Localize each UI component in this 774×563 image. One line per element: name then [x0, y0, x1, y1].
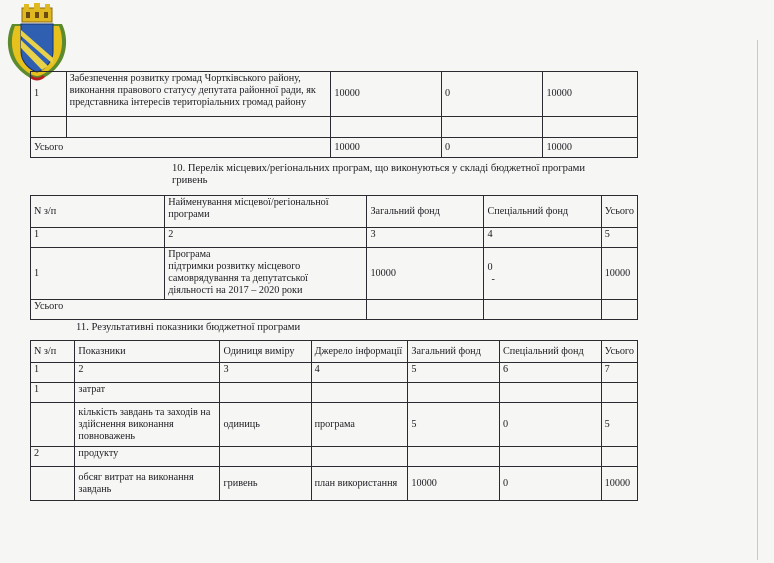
header-num: N з/п: [31, 341, 75, 363]
program-name-line: підтримки розвитку місцевого: [168, 261, 301, 272]
indicator-line: завдань: [78, 483, 112, 495]
program-name: [165, 248, 367, 300]
performance-indicators-table: [30, 340, 638, 501]
table-index-row: [31, 363, 638, 383]
special-fund-value: 0: [500, 467, 602, 501]
total-value: 10000: [601, 467, 637, 501]
page-edge: [757, 40, 758, 560]
group-number: 1: [31, 383, 75, 403]
table-row: [31, 248, 638, 300]
source-value: план використання: [311, 467, 408, 501]
empty-cell: [31, 467, 75, 501]
header-special-fund: Спеціальний фонд: [500, 341, 602, 363]
total-label: Усього: [31, 138, 331, 158]
indicator-line: повноважень: [78, 430, 136, 442]
grand-total: 10000: [543, 138, 638, 158]
empty-cell: [543, 117, 638, 138]
empty-cell: [500, 383, 602, 403]
currency-note: гривень: [172, 175, 208, 186]
index-cell: 2: [165, 228, 367, 248]
header-special-fund: Спеціальний фонд: [484, 196, 601, 228]
direction-name-line: представника інтересів територіальних громад району: [69, 97, 307, 108]
total-value: 5: [601, 403, 637, 447]
empty-cell: [441, 117, 542, 138]
table-row: [31, 117, 638, 138]
empty-cell: [500, 447, 602, 467]
empty-cell: [484, 300, 601, 320]
program-name-line: діяльності на 2017 – 2020 роки: [168, 285, 303, 296]
indicator-line: обсяг витрат на виконання: [78, 471, 194, 483]
general-fund-value: 10000: [331, 72, 442, 117]
indicator-name: [75, 403, 220, 447]
header-line: Найменування місцевої/регіональної: [168, 197, 329, 208]
table-header-row: [31, 341, 638, 363]
empty-cell: [601, 447, 637, 467]
total-value: 10000: [543, 72, 638, 117]
index-cell: 4: [484, 228, 601, 248]
direction-name-line: виконання правового статусу депутата районної ради, як: [69, 85, 316, 96]
program-name-line: самоврядування та депутатської: [168, 273, 308, 284]
city-coat-of-arms-icon: [4, 2, 70, 82]
special-fund-value: 0: [500, 403, 602, 447]
row-number: 1: [31, 248, 165, 300]
indicator-name: [75, 467, 220, 501]
group-row: [31, 447, 638, 467]
section-11-title: 11. Результативні показники бюджетної програми: [76, 322, 301, 333]
table-row: [31, 403, 638, 447]
empty-cell: [31, 403, 75, 447]
special-fund-amount: 0: [487, 261, 493, 273]
table-row: [31, 467, 638, 501]
index-cell: 3: [220, 363, 311, 383]
program-name-line: Програма: [168, 249, 211, 260]
unit-value: одиниць: [220, 403, 311, 447]
index-cell: 6: [500, 363, 602, 383]
table-row: [31, 72, 638, 117]
empty-cell: [408, 447, 500, 467]
general-fund-value: 10000: [408, 467, 500, 501]
general-fund-total: 10000: [331, 138, 442, 158]
special-fund-mark: -: [491, 273, 495, 285]
header-general-fund: Загальний фонд: [367, 196, 484, 228]
header-indicator: Показники: [75, 341, 220, 363]
group-label: затрат: [75, 383, 220, 403]
empty-cell: [331, 117, 442, 138]
total-value: 10000: [601, 248, 637, 300]
header-source: Джерело інформації: [311, 341, 408, 363]
general-fund-value: 10000: [367, 248, 484, 300]
table-index-row: [31, 228, 638, 248]
empty-cell: [31, 117, 67, 138]
empty-cell: [601, 383, 637, 403]
group-label: продукту: [75, 447, 220, 467]
special-fund-total: 0: [441, 138, 542, 158]
empty-cell: [601, 300, 637, 320]
empty-cell: [311, 383, 408, 403]
empty-cell: [66, 117, 331, 138]
direction-name-line: Забезпечення розвитку громад Чортківського району,: [69, 73, 301, 84]
index-cell: 7: [601, 363, 637, 383]
index-cell: 1: [31, 363, 75, 383]
header-num: N з/п: [31, 196, 165, 228]
header-total: Усього: [601, 196, 637, 228]
total-label: Усього: [31, 300, 367, 320]
empty-cell: [311, 447, 408, 467]
empty-cell: [220, 383, 311, 403]
source-value: програма: [311, 403, 408, 447]
general-fund-value: 5: [408, 403, 500, 447]
indicator-line: кількість завдань та заходів на: [78, 406, 211, 418]
index-cell: 1: [31, 228, 165, 248]
group-number: 2: [31, 447, 75, 467]
section-10-title: 10. Перелік місцевих/регіональних програм, що виконуються у складі бюджетної програми: [172, 163, 586, 174]
group-row: [31, 383, 638, 403]
special-fund-value: 0: [441, 72, 542, 117]
header-line: програми: [168, 209, 210, 220]
header-unit: Одиниця виміру: [220, 341, 311, 363]
row-number: 1: [31, 72, 67, 117]
direction-name: [66, 72, 331, 117]
header-program-name: [165, 196, 367, 228]
empty-cell: [220, 447, 311, 467]
special-fund-value: [484, 248, 601, 300]
index-cell: 3: [367, 228, 484, 248]
table-total-row: [31, 138, 638, 158]
header-general-fund: Загальний фонд: [408, 341, 500, 363]
header-total: Усього: [601, 341, 637, 363]
index-cell: 5: [601, 228, 637, 248]
index-cell: 2: [75, 363, 220, 383]
empty-cell: [367, 300, 484, 320]
empty-cell: [408, 383, 500, 403]
unit-value: гривень: [220, 467, 311, 501]
table-header-row: [31, 196, 638, 228]
program-directions-table: [30, 71, 638, 158]
index-cell: 5: [408, 363, 500, 383]
table-total-row: [31, 300, 638, 320]
local-programs-table: [30, 195, 638, 320]
index-cell: 4: [311, 363, 408, 383]
indicator-line: здійснення виконання: [78, 418, 174, 430]
